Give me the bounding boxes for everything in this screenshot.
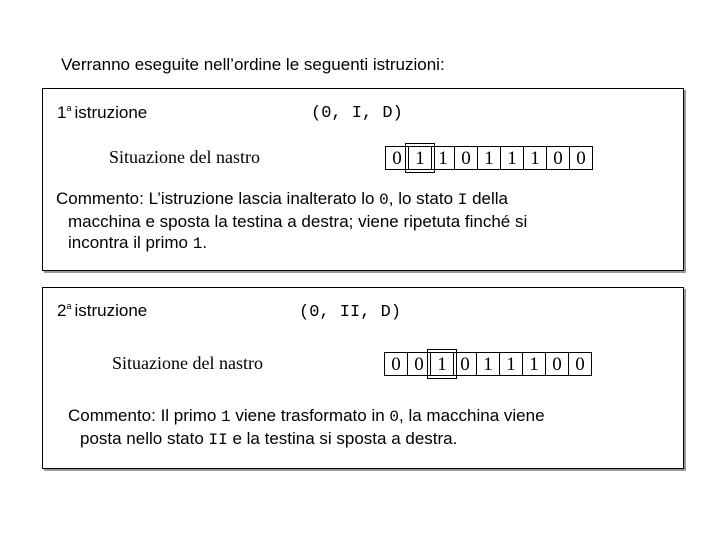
tape-cell: 1: [431, 146, 455, 170]
instruction-2-tuple: (0, II, D): [299, 303, 402, 322]
comment-2-line-2: [68, 428, 545, 451]
comment-2-state-ii: II: [208, 431, 228, 449]
tape-cell: 0: [407, 352, 431, 376]
tape-2-caption: Situazione del nastro: [112, 353, 263, 373]
tape-cell: 0: [546, 146, 570, 170]
tape-cell: 0: [384, 352, 408, 376]
instruction-1-heading: [57, 103, 147, 123]
tape-cell: 1: [523, 146, 547, 170]
tape-cell: 0: [385, 146, 409, 170]
instruction-1-tuple: (0, I, D): [311, 104, 403, 123]
tape-2: [384, 352, 591, 376]
comment-2-text-b: viene trasformato in: [230, 406, 390, 425]
comment-2-text-d: posta nello stato: [80, 429, 209, 448]
comment-1-text-d: incontra il primo: [68, 233, 193, 252]
tape-cell-under-head: 1: [430, 352, 454, 376]
instruction-2-comment: [68, 405, 545, 451]
comment-1-text-c: della: [467, 189, 509, 208]
instruction-2-number: 2: [57, 301, 67, 320]
comment-1-text-e: .: [202, 233, 208, 252]
comment-2-text-c: , la macchina viene: [399, 406, 545, 425]
tape-cell: 0: [453, 352, 477, 376]
comment-2-symbol-one: 1: [221, 408, 231, 426]
tape-cell: 1: [522, 352, 546, 376]
comment-2-text-a: Commento: Il primo: [68, 406, 222, 425]
tape-cell: 1: [499, 352, 523, 376]
comment-1-symbol-one: 1: [192, 235, 203, 253]
tape-cell: 0: [568, 352, 592, 376]
instruction-1-comment: [56, 188, 527, 255]
tape-cell: 0: [569, 146, 593, 170]
instruction-1-ordinal: a: [66, 103, 72, 113]
tape-cell: 0: [545, 352, 569, 376]
tape-cell: 1: [477, 146, 501, 170]
comment-1-text-b: , lo stato: [388, 189, 458, 208]
tape-cell: 1: [476, 352, 500, 376]
comment-1-line-2: macchina e sposta la testina a destra; viene ripetuta finché si: [68, 212, 528, 231]
tape-cell: 1: [500, 146, 524, 170]
tape-1-caption: Situazione del nastro: [109, 147, 260, 167]
instruction-1-label: istruzione: [74, 103, 148, 122]
comment-1-line-3: [56, 232, 527, 255]
instruction-2-ordinal: a: [66, 301, 72, 311]
tape-1: [385, 146, 592, 170]
tape-cell: 0: [454, 146, 478, 170]
comment-1-text-a: Commento: L’istruzione lascia inalterato lo: [56, 189, 380, 208]
instruction-2-heading: [57, 301, 147, 321]
instruction-2-label: istruzione: [74, 301, 148, 320]
comment-2-symbol-zero: 0: [389, 408, 400, 426]
page-intro: Verranno eseguite nell’ordine le seguenti istruzioni:: [61, 55, 445, 74]
instruction-2-box: [42, 287, 684, 469]
comment-1-symbol-zero: 0: [379, 191, 389, 209]
comment-2-text-e: e la testina si sposta a destra.: [227, 429, 458, 448]
comment-1-state-i: I: [457, 191, 468, 209]
instruction-1-box: [42, 88, 684, 271]
instruction-1-number: 1: [57, 103, 67, 122]
tape-cell-under-head: 1: [408, 146, 432, 170]
